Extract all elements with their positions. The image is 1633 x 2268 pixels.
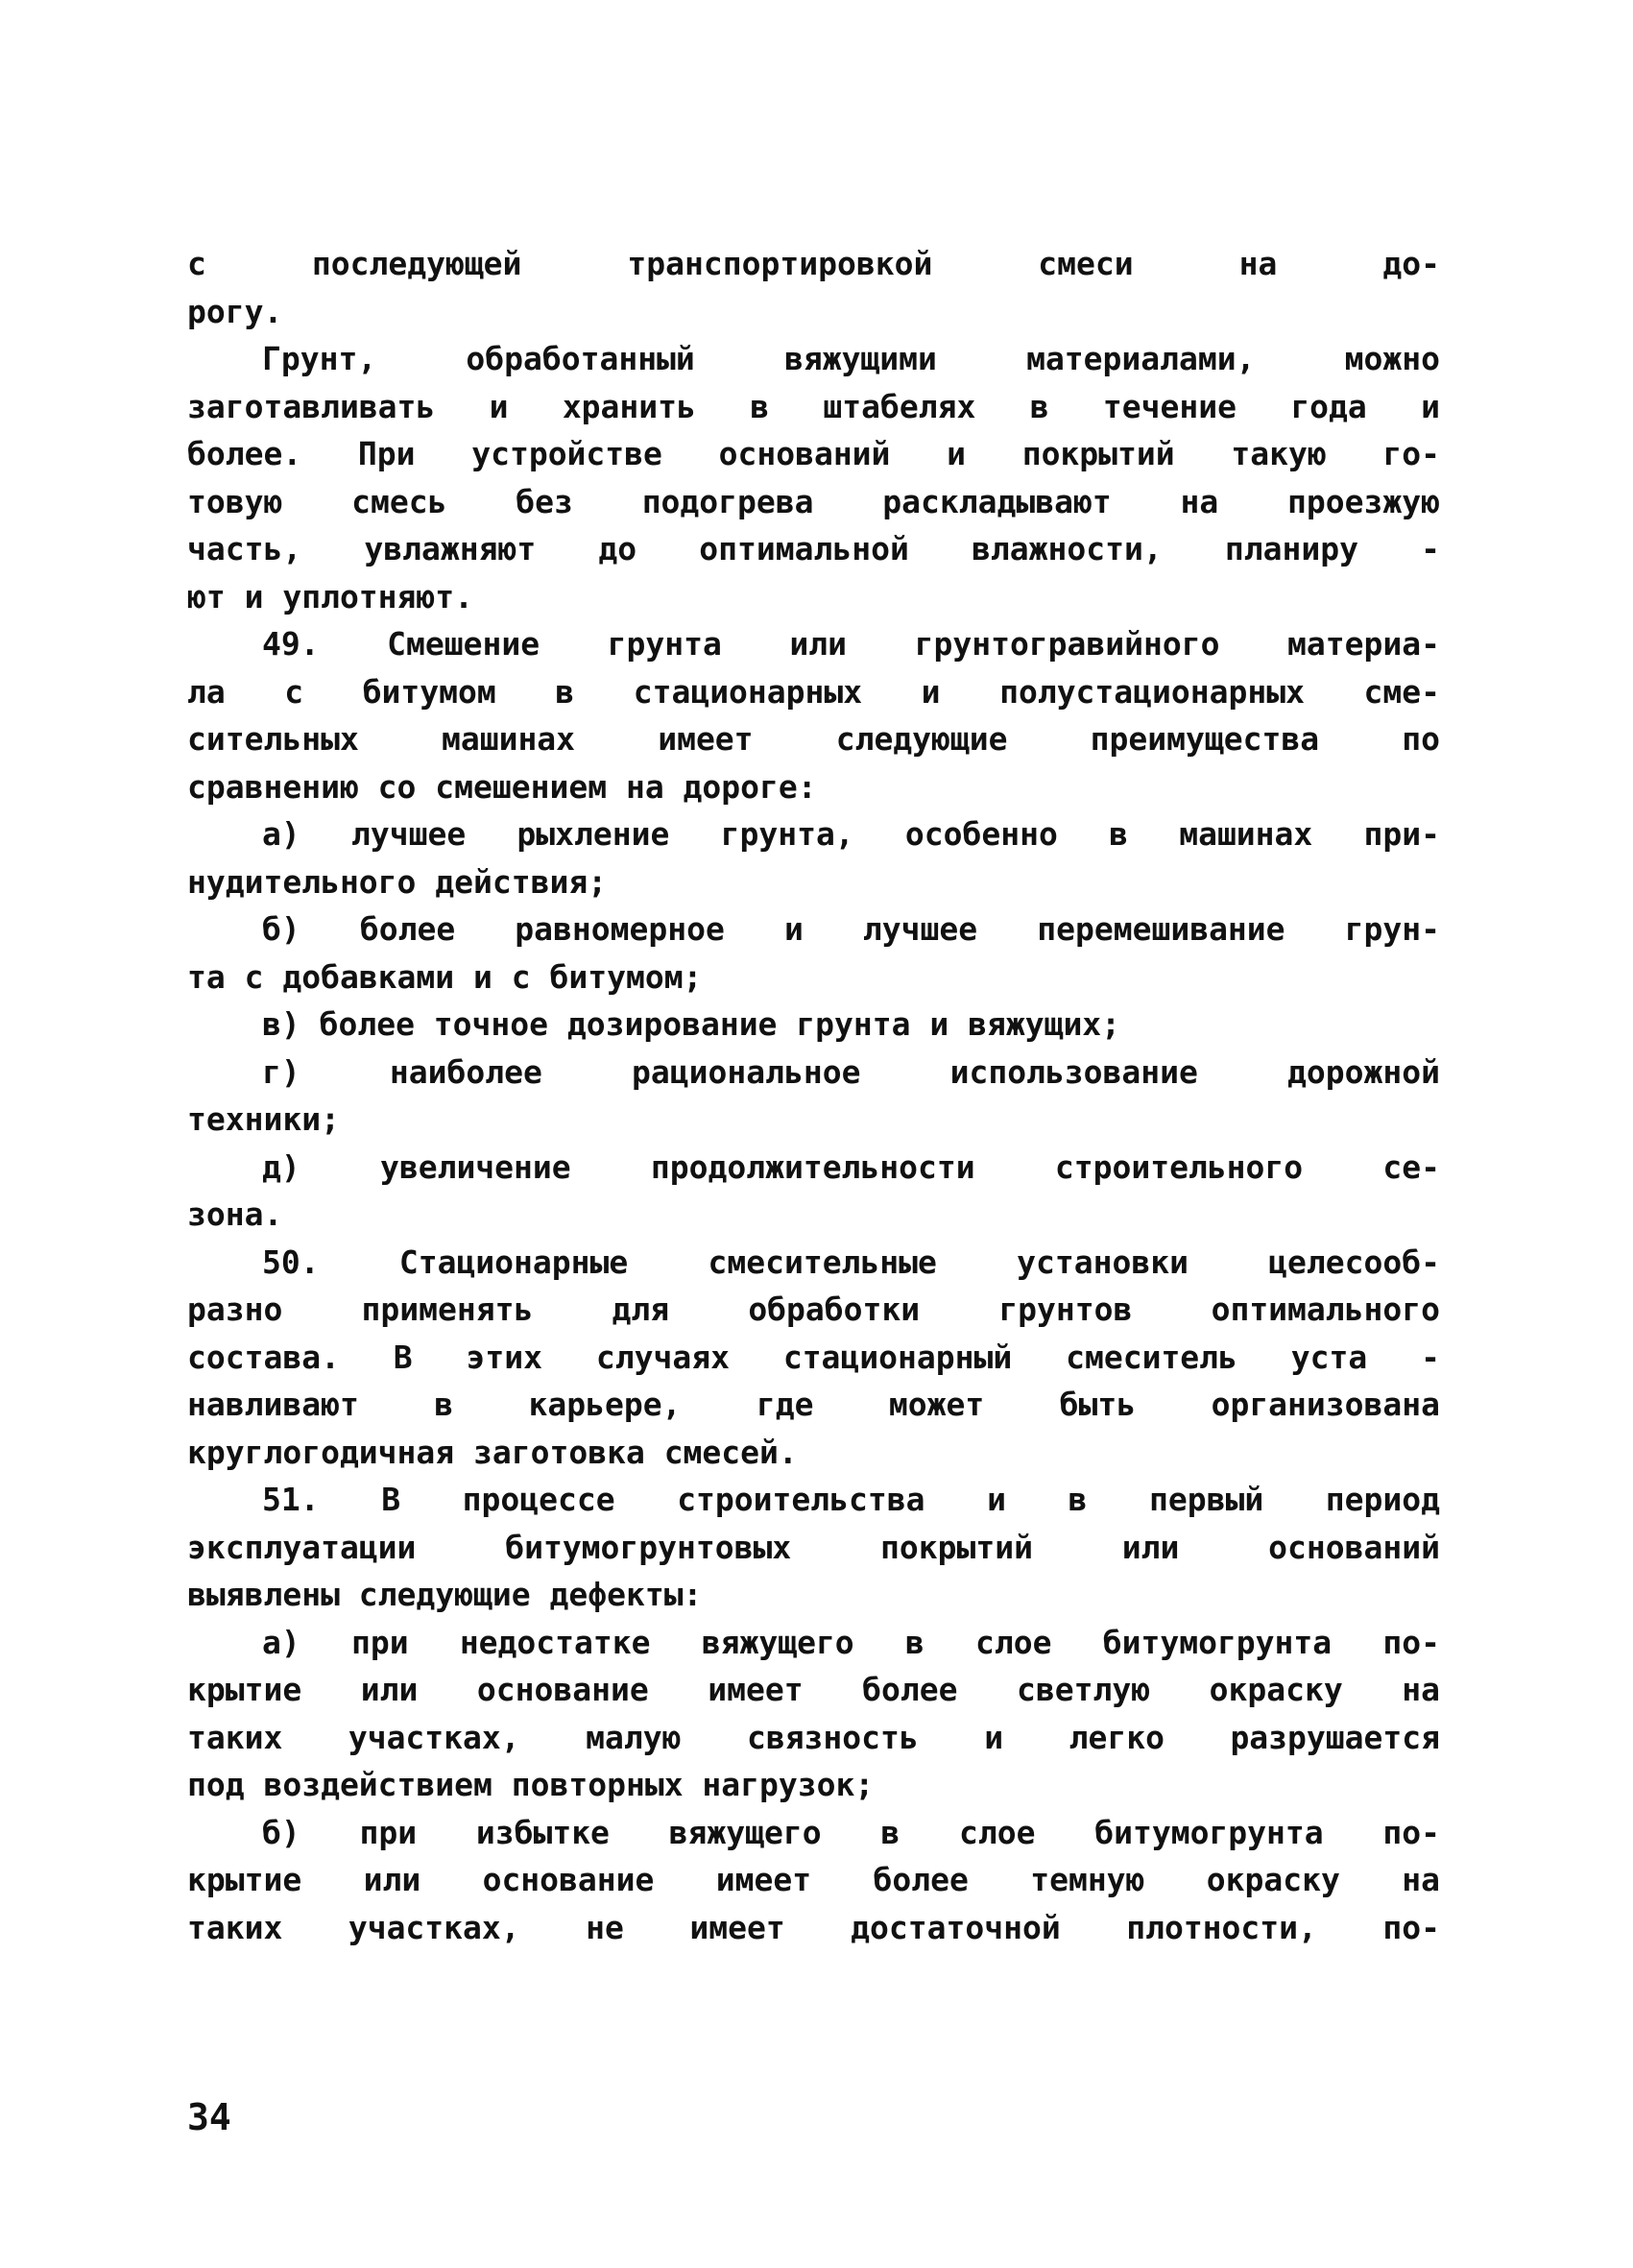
text-line: ют и уплотняют. xyxy=(187,577,474,615)
text-line: та с добавками и с битумом; xyxy=(187,957,703,996)
list-item-b-line: б) более равномерное и лучшее перемешивание грун- xyxy=(262,910,1440,948)
list-item-b-line: б) при избытке вяжущего в слое битумогрунта по- xyxy=(262,1813,1440,1851)
text-line: более. При устройстве оснований и покрытий такую го- xyxy=(187,435,1440,472)
text-line: таких участках, не имеет достаточной плотности, по- xyxy=(187,1908,1440,1946)
text-line: под воздействием повторных нагрузок; xyxy=(187,1766,875,1803)
text-line: часть, увлажняют до оптимальной влажности, планиру - xyxy=(187,530,1440,567)
section-49-line: 49. Смешение грунта или грунтогравийного материа- xyxy=(262,625,1440,663)
text-line: таких участках, малую связность и легко разрушается xyxy=(187,1718,1440,1756)
list-item-a-line: а) лучшее рыхление грунта, особенно в машинах при- xyxy=(262,815,1440,853)
text-line: зона. xyxy=(187,1195,283,1233)
list-item-v-line: в) более точное дозирование грунта и вяжущих; xyxy=(262,1005,1121,1043)
text-line: разно применять для обработки грунтов оптимального xyxy=(187,1291,1440,1328)
text-line: сравнению со смешением на дороге: xyxy=(187,767,817,806)
text-line: крытие или основание имеет более светлую окраску на xyxy=(187,1671,1440,1708)
list-item-d-line: д) увеличение продолжительности строительного се- xyxy=(262,1147,1440,1186)
page-number: 34 xyxy=(187,2096,231,2138)
list-item-a-line: а) при недостатке вяжущего в слое битумогрунта по- xyxy=(262,1623,1440,1661)
text-line: круглогодичная заготовка смесей. xyxy=(187,1433,798,1471)
text-line: с последующей транспортировкой смеси на до- xyxy=(187,245,1440,282)
section-51-line: 51. В процессе строительства и в первый период xyxy=(262,1481,1440,1518)
text-line: заготавливать и хранить в штабелях в течение года и xyxy=(187,387,1440,425)
text-line: состава. В этих случаях стационарный смеситель уста - xyxy=(187,1338,1440,1376)
text-line: товую смесь без подогрева раскладывают на проезжую xyxy=(187,482,1440,520)
section-50-line: 50. Стационарные смесительные установки целесооб- xyxy=(262,1243,1440,1281)
text-line: нудительного действия; xyxy=(187,862,608,901)
text-line: навливают в карьере, где может быть организована xyxy=(187,1386,1440,1423)
page-body xyxy=(187,240,1440,1951)
list-item-g-line: г) наиболее рациональное использование дорожной xyxy=(262,1052,1440,1091)
text-line: выявлены следующие дефекты: xyxy=(187,1576,703,1613)
paragraph-start-line: Грунт, обработанный вяжущими материалами, можно xyxy=(262,340,1440,377)
text-line: техники; xyxy=(187,1100,340,1138)
text-line: эксплуатации битумогрунтовых покрытий или оснований xyxy=(187,1528,1440,1566)
text-line: рогу. xyxy=(187,292,283,330)
text-line: крытие или основание имеет более темную окраску на xyxy=(187,1861,1440,1898)
text-line: ла с битумом в стационарных и полустационарных сме- xyxy=(187,672,1440,711)
text-line: сительных машинах имеет следующие преимущества по xyxy=(187,720,1440,758)
